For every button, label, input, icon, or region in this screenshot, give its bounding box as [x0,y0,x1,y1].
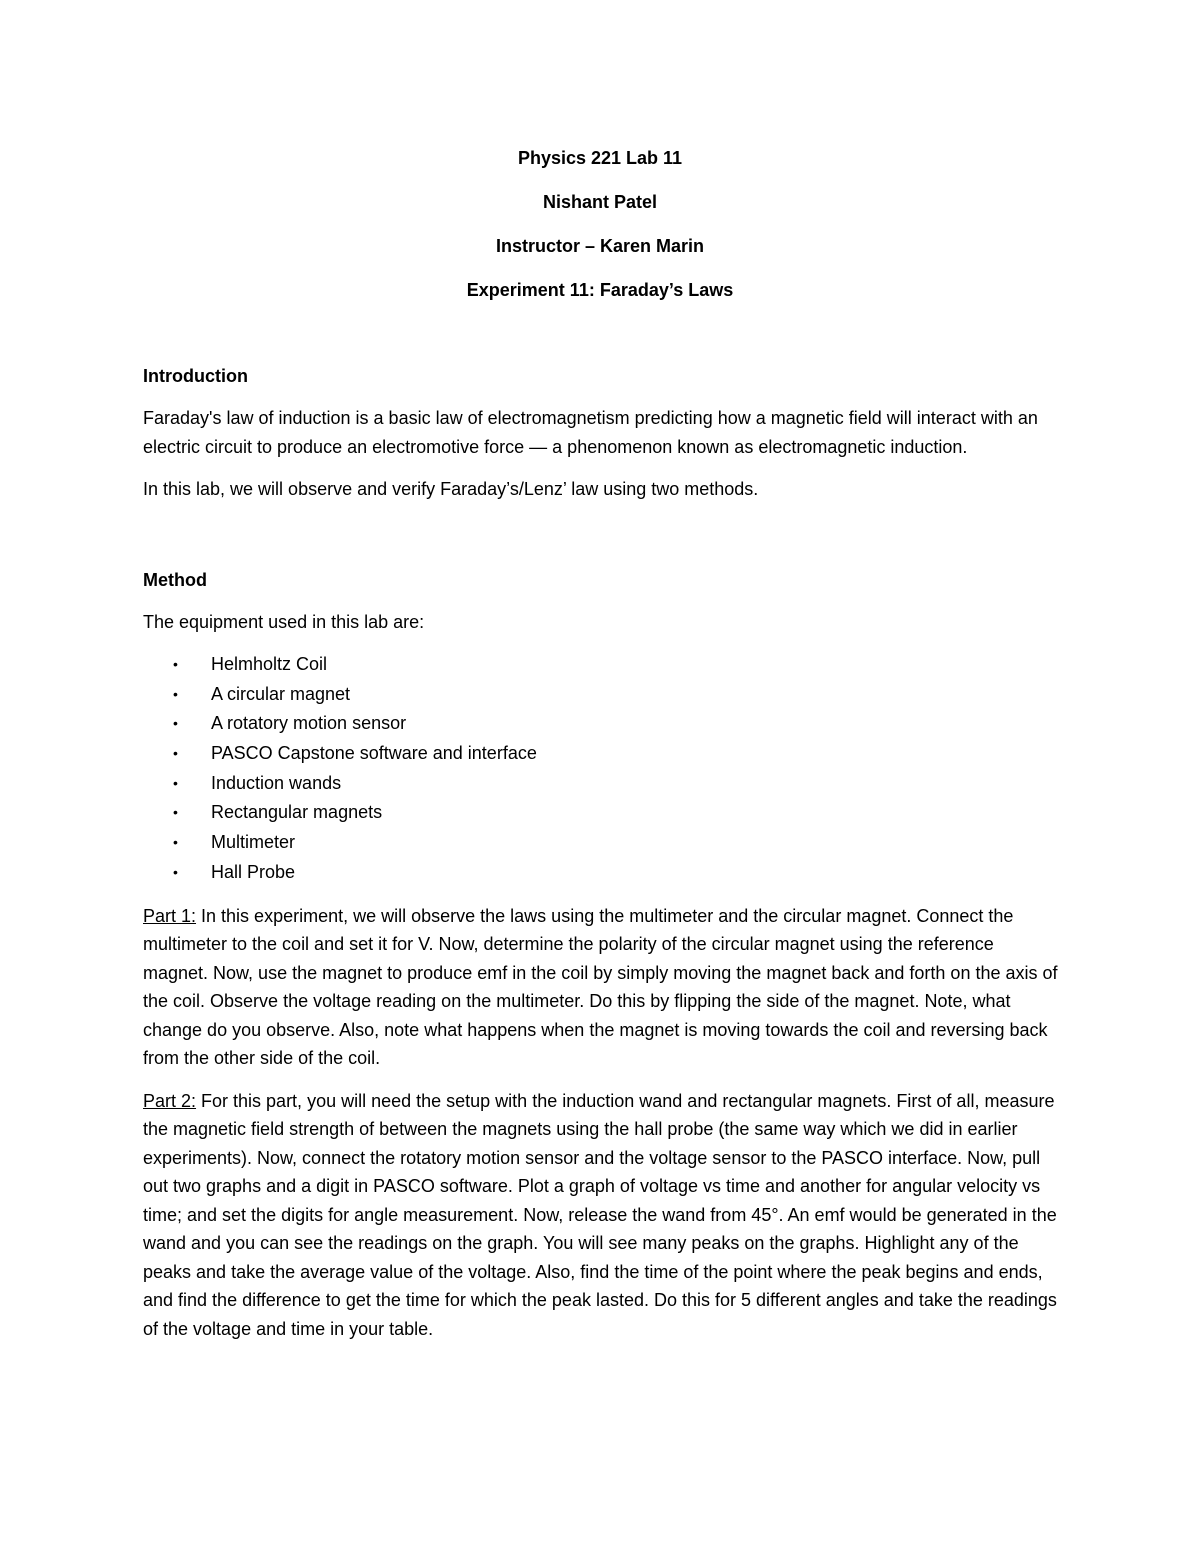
introduction-paragraph: Faraday's law of induction is a basic law of electromagnetism predicting how a magnetic field will interact with an electric circuit to produce an electromotive force — a phenomenon known as electromagnetic induction. [143,408,1038,457]
equipment-item: A circular magnet [211,683,351,704]
bullet-icon: • [173,685,178,702]
list-item [143,680,1063,710]
bullet-icon: • [173,834,178,851]
bullet-icon: • [173,656,178,672]
part2-text: For this part, you will need the setup with the induction wand and rectangular magnets. First of all, measure the magnetic field strength of between the magnets using the hall probe (the same way which we did in earlier experiments). Now, connect the rotatory motion sensor and the voltage sensor to the PASCO interface. Now, pull out two graphs and a digit in PASCO software. Plot a graph of voltage vs time and another for angular velocity vs time; and set the digits for angle measurement. Now, release the wand from 45°. An emf would be generated in the wand and you can see the readings on the graph. You will see many peaks on the graphs. Highlight any of the peaks and take the average value of the voltage. Also, find the time of the point where the peak begins and ends, and find the difference to get the time for which the peak lasted. Do this for 5 different angles and take the readings of the voltage and time in your table. [143,1090,1057,1339]
equipment-item: Rectangular magnets [211,802,383,823]
equipment-item: Multimeter [211,832,296,853]
introduction-heading: Introduction [143,366,248,386]
list-item [143,769,1063,799]
title-block [0,144,1200,320]
equipment-item: PASCO Capstone software and interface [211,743,537,764]
part1-label: Part 1: [143,905,197,926]
list-item [143,798,1063,828]
equipment-item: Hall Probe [211,861,296,882]
method-heading: Method [143,569,207,590]
part2-paragraph [143,1087,1063,1344]
section-spacer [143,518,1063,566]
list-item [143,650,1063,680]
list-item [143,858,1063,888]
equipment-intro: The equipment used in this lab are: [143,611,425,632]
bullet-icon: • [173,715,178,732]
part2-label: Part 2: [143,1090,197,1111]
bullet-icon: • [173,804,178,821]
list-item [143,709,1063,739]
equipment-item: Induction wands [211,772,342,793]
introduction-summary: In this lab, we will observe and verify Faraday’s/Lenz’ law using two methods. [143,479,759,499]
list-item [143,828,1063,858]
bullet-icon: • [173,745,178,762]
part1-paragraph [143,902,1063,1073]
list-item [143,739,1063,769]
part1-text: In this experiment, we will observe the laws using the multimeter and the circular magnet. Connect the multimeter to the coil and set it for V. Now, determine the polarity of the circular magnet using the reference magnet. Now, use the magnet to produce emf in the coil by simply moving the magnet back and forth on the axis of the coil. Observe the voltage reading on the multimeter. Do this by flipping the side of the magnet. Note, what change do you observe. Also, note what happens when the magnet is moving towards the coil and reversing back from the other side of the coil. [143,905,1058,1068]
equipment-item: A rotatory motion sensor [211,713,407,734]
bullet-icon: • [173,863,178,880]
equipment-item: Helmholtz Coil [211,654,328,674]
document-body [143,362,1063,1357]
course-title: Physics 221 Lab 11 [517,148,683,168]
experiment-title: Experiment 11: Faraday’s Laws [466,280,734,300]
author-name: Nishant Patel [542,192,658,212]
bullet-icon: • [173,774,178,791]
instructor-name: Instructor – Karen Marin [495,236,705,256]
equipment-list [143,650,1063,888]
